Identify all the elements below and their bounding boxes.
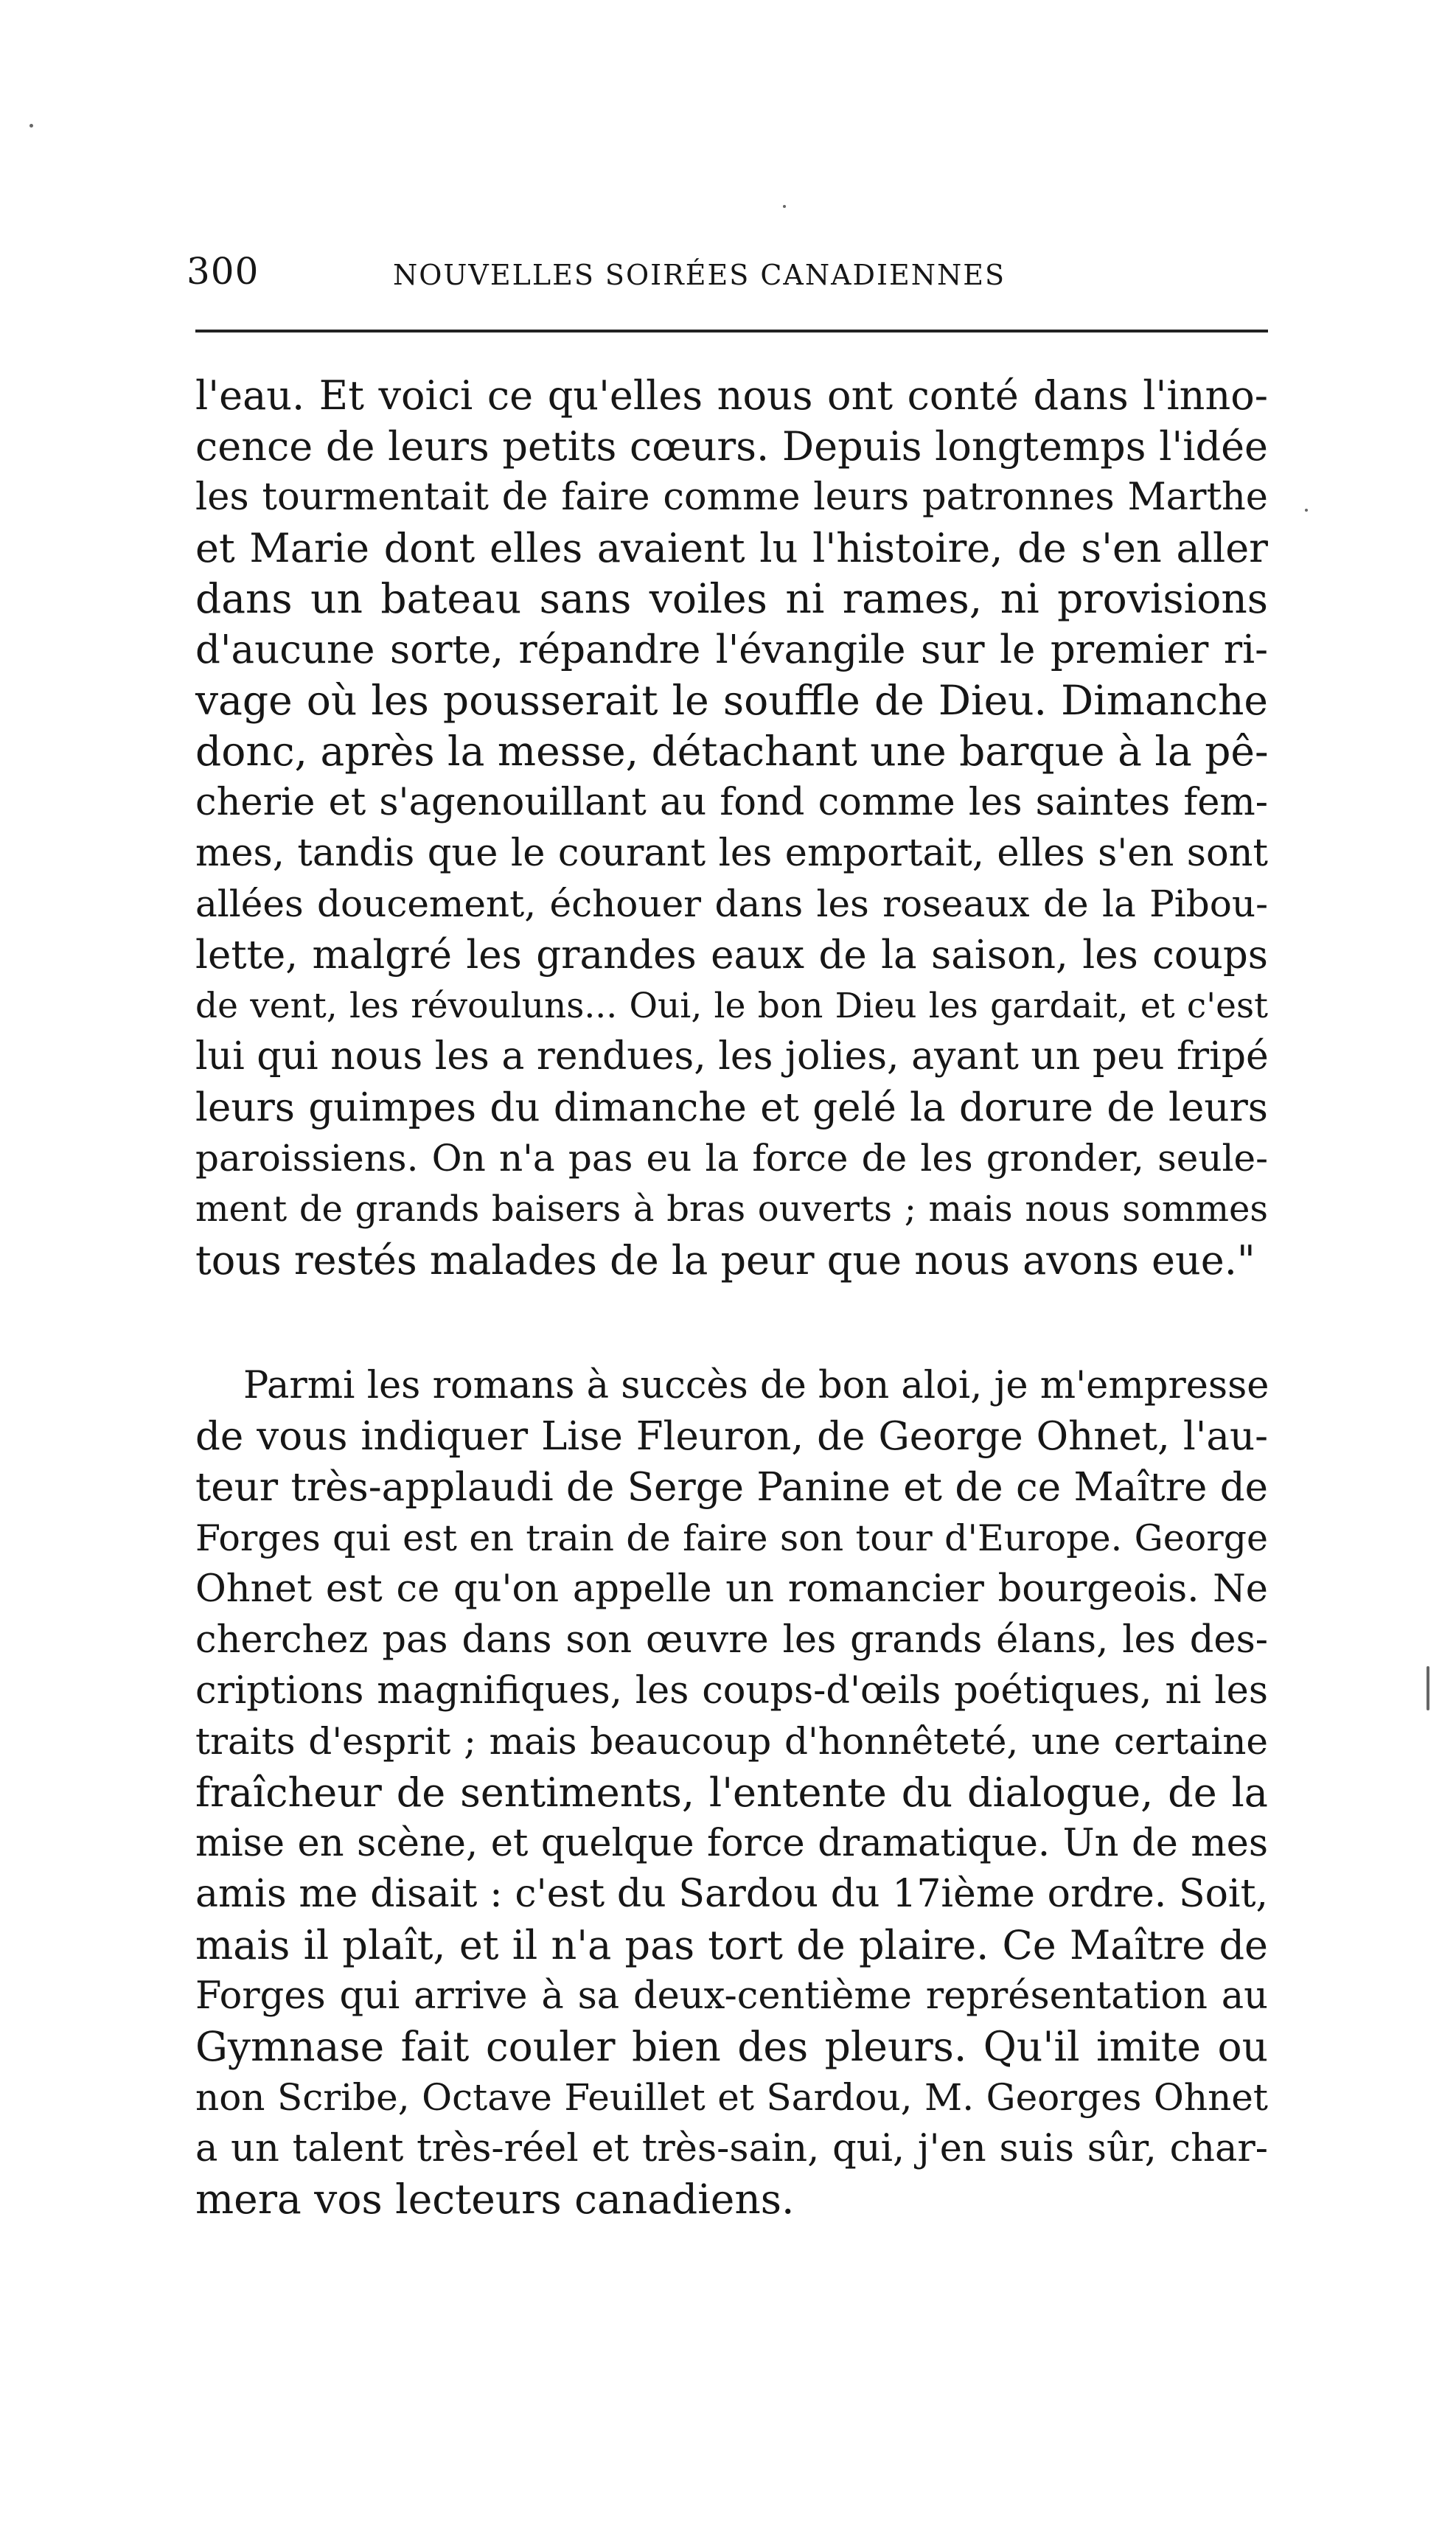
paragraph-1 [195, 370, 1268, 1286]
text-line: amis me disait : c'est du Sardou du 17ième ordre. Soit, [195, 1872, 1268, 1916]
scan-speck [783, 205, 786, 208]
text-line: non Scribe, Octave Feuillet et Sardou, M. Georges Ohnet [195, 2076, 1268, 2119]
text-line: Gymnase fait couler bien des pleurs. Qu'il imite ou [195, 2023, 1268, 2070]
text-line: de vent, les révouluns... Oui, le bon Dieu les gardait, et c'est [195, 986, 1268, 1026]
text-line: cherchez pas dans son œuvre les grands élans, les des- [195, 1618, 1268, 1662]
running-head [187, 249, 1270, 308]
text-line: Forges qui est en train de faire son tour d'Europe. George [195, 1517, 1268, 1559]
text-line: et Marie dont elles avaient lu l'histoire, de s'en aller [195, 525, 1268, 571]
scan-speck [1427, 1666, 1429, 1710]
text-line: vage où les pousserait le souffle de Dieu. Dimanche [195, 677, 1268, 724]
text-line: fraîcheur de sentiments, l'entente du dialogue, de la [195, 1769, 1268, 1816]
text-line: criptions magnifiques, les coups-d'œils poétiques, ni les [195, 1669, 1268, 1713]
text-line: lette, malgré les grandes eaux de la saison, les coups [195, 933, 1268, 978]
text-line: lui qui nous les a rendues, les jolies, ayant un peu fripé [195, 1034, 1269, 1079]
text-line: donc, après la messe, détachant une barque à la pê- [195, 728, 1269, 775]
text-line: cherie et s'agenouillant au fond comme les saintes fem- [195, 781, 1268, 824]
text-line: paroissiens. On n'a pas eu la force de les gronder, seule- [195, 1137, 1268, 1180]
header-rule [195, 330, 1268, 332]
text-line: tous restés malades de la peur que nous avons eue." [195, 1237, 1255, 1284]
running-title: NOUVELLES SOIRÉES CANADIENNES [393, 259, 1006, 291]
text-line: les tourmentait de faire comme leurs patronnes Marthe [195, 476, 1268, 519]
text-line: cence de leurs petits cœurs. Depuis longtemps l'idée [195, 423, 1268, 470]
text-line: Forges qui arrive à sa deux-centième représentation au [195, 1974, 1268, 2018]
text-line: dans un bateau sans voiles ni rames, ni provisions [195, 575, 1268, 622]
text-line: mera vos lecteurs canadiens. [195, 2176, 795, 2223]
text-line: l'eau. Et voici ce qu'elles nous ont conté dans l'inno- [195, 372, 1268, 419]
paragraph-2 [195, 1360, 1268, 2225]
text-line: de vous indiquer Lise Fleuron, de George Ohnet, l'au- [195, 1414, 1268, 1459]
text-line: a un talent très-réel et très-sain, qui, j'en suis sûr, char- [195, 2127, 1268, 2170]
scan-speck [1305, 509, 1308, 512]
scan-speck [29, 124, 33, 128]
text-line: allées doucement, échouer dans les roseaux de la Pibou- [195, 882, 1268, 925]
text-line: mise en scène, et quelque force dramatique. Un de mes [195, 1822, 1268, 1865]
text-line: Parmi les romans à succès de bon aloi, je m'empresse [243, 1364, 1269, 1407]
text-line: leurs guimpes du dimanche et gelé la dorure de leurs [195, 1085, 1268, 1130]
text-line: mais il plaît, et il n'a pas tort de plaire. Ce Maître de [195, 1922, 1268, 1968]
text-line: ment de grands baisers à bras ouverts ; mais nous sommes [195, 1188, 1268, 1230]
text-line: traits d'esprit ; mais beaucoup d'honnêteté, une certaine [195, 1720, 1268, 1763]
text-line: d'aucune sorte, répandre l'évangile sur le premier ri- [195, 627, 1268, 672]
text-line: teur très-applaudi de Serge Panine et de ce Maître de [195, 1465, 1268, 1510]
text-line: Ohnet est ce qu'on appelle un romancier bourgeois. Ne [195, 1567, 1268, 1611]
text-line: mes, tandis que le courant les emportait, elles s'en sont [195, 832, 1268, 875]
page-number: 300 [187, 250, 259, 293]
